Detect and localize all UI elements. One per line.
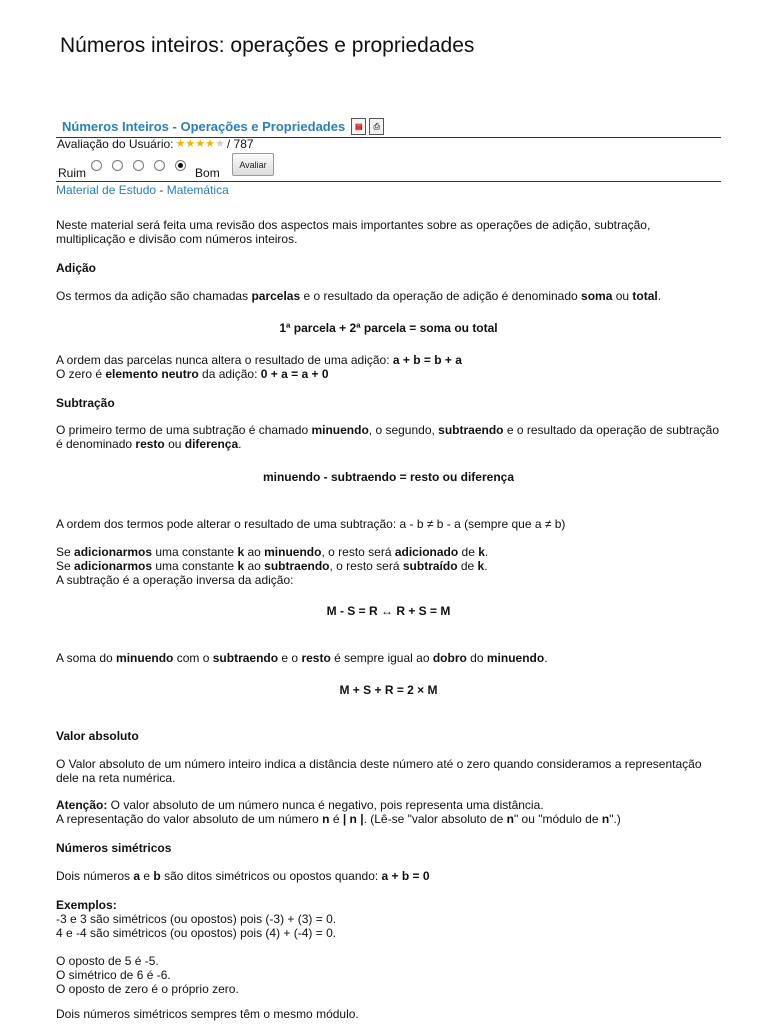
opposite-5: O oposto de 5 é -5. bbox=[56, 954, 159, 968]
breadcrumb bbox=[56, 183, 229, 197]
subtracao-paragraph: O primeiro termo de uma subtração é chamado minuendo, o segundo, subtraendo e o resultado da operação de subtração é denominado resto ou diferença. bbox=[56, 423, 719, 451]
simetricos-example-2: 4 e -4 são simétricos (ou opostos) pois (4) + (-4) = 0. bbox=[56, 926, 337, 940]
star-empty-icon: ★ bbox=[215, 138, 225, 150]
star-filled-icon: ★ bbox=[185, 138, 196, 150]
document-title: Números inteiros: operações e propriedades bbox=[60, 34, 475, 57]
rating-count: / 787 bbox=[226, 137, 254, 151]
intro-paragraph: Neste material será feita uma revisão dos aspectos mais importantes sobre as operações de adição, subtração, multiplicação e divisão com números inteiros. bbox=[56, 218, 651, 246]
adicao-property-neutral: O zero é elemento neutro da adição: 0 + a = a + 0 bbox=[56, 367, 329, 381]
simetricos-example-1: -3 e 3 são simétricos (ou opostos) pois (-3) + (3) = 0. bbox=[56, 912, 337, 926]
adicao-property-commutative: A ordem das parcelas nunca altera o resultado de uma adição: a + b = b + a bbox=[56, 353, 462, 367]
star-filled-icon: ★ bbox=[195, 138, 206, 150]
subtracao-sum-property: A soma do minuendo com o subtraendo e o resto é sempre igual ao dobro do minuendo. bbox=[56, 651, 548, 665]
valor-absoluto-attention: Atenção: O valor absoluto de um número nunca é negativo, pois representa uma distância. bbox=[56, 798, 544, 812]
breadcrumb-section-link[interactable]: Material de Estudo bbox=[56, 183, 157, 197]
heading-simetricos: Números simétricos bbox=[56, 841, 172, 855]
formula-double: M + S + R = 2 × M bbox=[339, 683, 438, 697]
heading-valor-absoluto: Valor absoluto bbox=[56, 729, 139, 743]
article-title-link[interactable] bbox=[62, 118, 384, 135]
heading-adicao: Adição bbox=[56, 261, 97, 275]
vote-radio-1[interactable] bbox=[91, 160, 102, 171]
simetricos-examples-heading: Exemplos: bbox=[56, 898, 117, 912]
breadcrumb-separator: - bbox=[159, 183, 164, 197]
vote-radio-3[interactable] bbox=[133, 160, 144, 171]
formula-inverse: M - S = R ↔ R + S = M bbox=[326, 604, 451, 618]
print-icon[interactable]: ⎙ bbox=[369, 118, 384, 135]
vote-radio-5[interactable] bbox=[175, 160, 186, 171]
rating-label: Avaliação do Usuário: bbox=[57, 137, 174, 151]
pdf-icon[interactable]: ▤ bbox=[351, 118, 366, 135]
rate-button[interactable]: Avaliar bbox=[232, 153, 274, 176]
simetricos-definition: Dois números a e b são ditos simétricos ou opostos quando: a + b = 0 bbox=[56, 869, 430, 883]
adicao-paragraph: Os termos da adição são chamadas parcelas e o resultado da operação de adição é denominado soma ou total. bbox=[56, 289, 662, 303]
valor-absoluto-paragraph: O Valor absoluto de um número inteiro indica a distância deste número até o zero quando consideramos a representação dele na reta numérica. bbox=[56, 757, 702, 785]
star-filled-icon: ★ bbox=[175, 138, 186, 150]
breadcrumb-subject-link[interactable]: Matemática bbox=[166, 183, 229, 197]
vote-form bbox=[58, 160, 220, 180]
vote-radio-4[interactable] bbox=[154, 160, 165, 171]
vote-low-label: Ruim bbox=[58, 166, 87, 180]
heading-subtracao: Subtração bbox=[56, 396, 115, 410]
formula-subtracao: minuendo - subtraendo = resto ou diferença bbox=[262, 470, 515, 484]
article-title-text[interactable]: Números Inteiros - Operações e Propriedades bbox=[62, 119, 346, 134]
rating-summary bbox=[57, 137, 254, 151]
valor-absoluto-notation: A representação do valor absoluto de um número n é | n |. (Lê-se "valor absoluto de n" ou "módulo de n".) bbox=[56, 812, 621, 826]
subtracao-rule-2: Se adicionarmos uma constante k ao subtraendo, o resto será subtraído de k. bbox=[56, 559, 488, 573]
vote-radio-2[interactable] bbox=[112, 160, 123, 171]
star-filled-icon: ★ bbox=[205, 138, 216, 150]
subtracao-inverse: A subtração é a operação inversa da adição: bbox=[56, 573, 294, 587]
opposite-zero: O oposto de zero é o próprio zero. bbox=[56, 982, 239, 996]
simetricos-same-modulus: Dois números simétricos sempres têm o mesmo módulo. bbox=[56, 1007, 359, 1021]
formula-adicao: 1ª parcela + 2ª parcela = soma ou total bbox=[279, 321, 498, 335]
subtracao-order: A ordem dos termos pode alterar o resultado de uma subtração: a - b ≠ b - a (sempre que a ≠ b) bbox=[56, 517, 566, 531]
rating-stars bbox=[176, 138, 225, 150]
article-tools bbox=[351, 118, 384, 135]
vote-high-label: Bom bbox=[195, 166, 220, 180]
opposite-6: O simétrico de 6 é -6. bbox=[56, 968, 171, 982]
subtracao-rule-1: Se adicionarmos uma constante k ao minuendo, o resto será adicionado de k. bbox=[56, 545, 489, 559]
bottom-divider bbox=[56, 181, 721, 182]
